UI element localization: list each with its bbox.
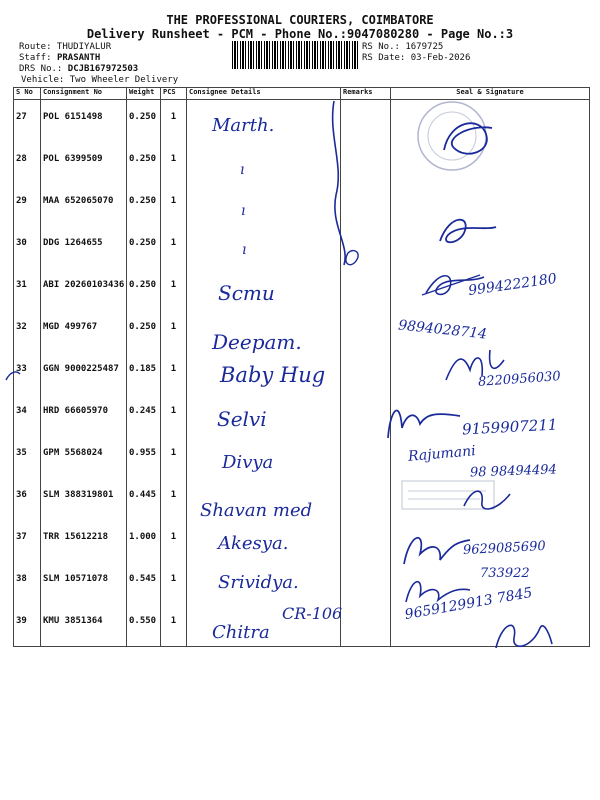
runsheet-subtitle: Delivery Runsheet - PCM - Phone No.:9047080280 - Page No.:3 [86,27,514,41]
ditto-mark: ı [240,162,245,178]
cell-weight: 0.250 [127,142,161,184]
cell-weight: 0.250 [127,184,161,226]
handwritten-consignee: Divya [222,452,274,473]
handwritten-phone: 9994222180 [467,270,558,300]
handwritten-phone: 9659129913 7845 [403,584,534,624]
handwritten-consignee: Scmu [218,281,275,305]
cell-weight: 0.955 [127,436,161,478]
cell-sno: 27 [14,100,41,143]
staff-value: PRASANTH [56,53,101,63]
cell-sno: 31 [14,268,41,310]
cell-weight: 0.245 [127,394,161,436]
handwritten-consignee: Srividya. [218,572,299,593]
cell-pcs: 1 [161,310,187,352]
cell-remarks [341,310,391,352]
handwritten-consignee: Marth. [212,115,275,136]
pen-mark [4,366,24,386]
signature [376,394,466,444]
cell-weight: 0.250 [127,310,161,352]
cell-weight: 0.550 [127,604,161,647]
cell-weight: 0.250 [127,100,161,143]
staff-label: Staff: [19,53,57,63]
cell-weight: 1.000 [127,520,161,562]
cell-consignment: MAA 652065070 [41,184,127,226]
cell-remarks [341,478,391,520]
cell-pcs: 1 [161,100,187,143]
handwritten-phone: 733922 [480,566,530,581]
cell-pcs: 1 [161,436,187,478]
cell-pcs: 1 [161,184,187,226]
cell-sno: 28 [14,142,41,184]
cell-pcs: 1 [161,562,187,604]
col-header-pcs: PCS [161,88,187,100]
handwritten-name: Rajumani [407,443,477,465]
table-header-row [14,88,590,100]
cell-weight: 0.445 [127,478,161,520]
signature [420,265,490,305]
cell-consignment: MGD 499767 [41,310,127,352]
cell-consignee [187,184,341,226]
col-header-weight: Weight [127,88,161,100]
cell-consignment: ABI 20260103436 [41,268,127,310]
cell-remarks [341,352,391,394]
cell-sno: 37 [14,520,41,562]
cell-weight: 0.545 [127,562,161,604]
cell-weight: 0.250 [127,268,161,310]
cell-sno: 35 [14,436,41,478]
col-header-remarks: Remarks [341,88,391,100]
cell-consignment: POL 6151498 [41,100,127,143]
cell-remarks [341,520,391,562]
cell-sno: 36 [14,478,41,520]
drs-value: DCJB167972503 [67,64,139,74]
cell-consignment: TRR 15612218 [41,520,127,562]
handwritten-bracket [320,95,370,275]
cell-consignment: SLM 10571078 [41,562,127,604]
cell-consignment: SLM 388319801 [41,478,127,520]
cell-sno: 39 [14,604,41,647]
ditto-mark: ı [242,242,247,258]
staff-info [19,53,100,64]
cell-consignment: KMU 3851364 [41,604,127,647]
handwritten-consignee: Shavan med [200,500,313,521]
cell-remarks [341,562,391,604]
drs-label: DRS No.: [19,64,68,74]
route-info: Route: THUDIYALUR [19,42,112,52]
cell-pcs: 1 [161,142,187,184]
cell-pcs: 1 [161,394,187,436]
cell-consignment: GGN 9000225487 [41,352,127,394]
cell-pcs: 1 [161,268,187,310]
handwritten-consignee: Baby Hug [220,363,326,387]
cell-pcs: 1 [161,478,187,520]
signature [488,608,558,658]
signature [458,480,518,520]
company-title: THE PROFESSIONAL COURIERS, COIMBATORE [166,13,434,27]
rs-date: RS Date: 03-Feb-2026 [362,53,471,63]
cell-consignment: DDG 1264655 [41,226,127,268]
cell-remarks [341,604,391,647]
cell-pcs: 1 [161,352,187,394]
cell-weight: 0.250 [127,226,161,268]
signature [430,110,510,170]
cell-pcs: 1 [161,604,187,647]
col-header-sno: S No [14,88,41,100]
rs-number: RS No.: 1679725 [362,42,444,52]
signature [440,330,540,390]
handwritten-consignee: Akesya. [218,533,289,554]
handwritten-phone: 98 98494494 [469,462,558,481]
handwritten-consignee: Chitra [212,622,270,643]
cell-pcs: 1 [161,520,187,562]
col-header-consignment: Consignment No [41,88,127,100]
cell-sno: 38 [14,562,41,604]
ditto-mark: ı [241,203,246,219]
cell-consignment: HRD 66605970 [41,394,127,436]
cell-sno: 30 [14,226,41,268]
handwritten-phone: 9894028714 [397,317,488,343]
handwritten-phone: 9159907211 [461,415,558,439]
vehicle-info: Vehicle: Two Wheeler Delivery [21,75,179,85]
signature [396,522,476,572]
cell-sno: 34 [14,394,41,436]
cell-consignment: GPM 5568024 [41,436,127,478]
handwritten-consignee: Deepam. [212,330,302,354]
cell-consignee [187,226,341,268]
cell-pcs: 1 [161,226,187,268]
cell-consignment: POL 6399509 [41,142,127,184]
cell-consignee [187,142,341,184]
handwritten-consignee: Selvi [217,407,267,431]
drs-info [19,64,138,75]
cell-weight: 0.185 [127,352,161,394]
cell-sno: 29 [14,184,41,226]
signature [398,570,478,610]
handwritten-note: CR-106 [282,604,343,623]
barcode [232,41,358,69]
signature [430,205,510,255]
handwritten-phone: 9629085690 [462,538,547,559]
col-header-signature: Seal & Signature [391,88,590,100]
handwritten-phone: 8220956030 [477,369,562,390]
cell-sno: 32 [14,310,41,352]
cell-sno: 33 [14,352,41,394]
col-header-consignee: Consignee Details [187,88,341,100]
